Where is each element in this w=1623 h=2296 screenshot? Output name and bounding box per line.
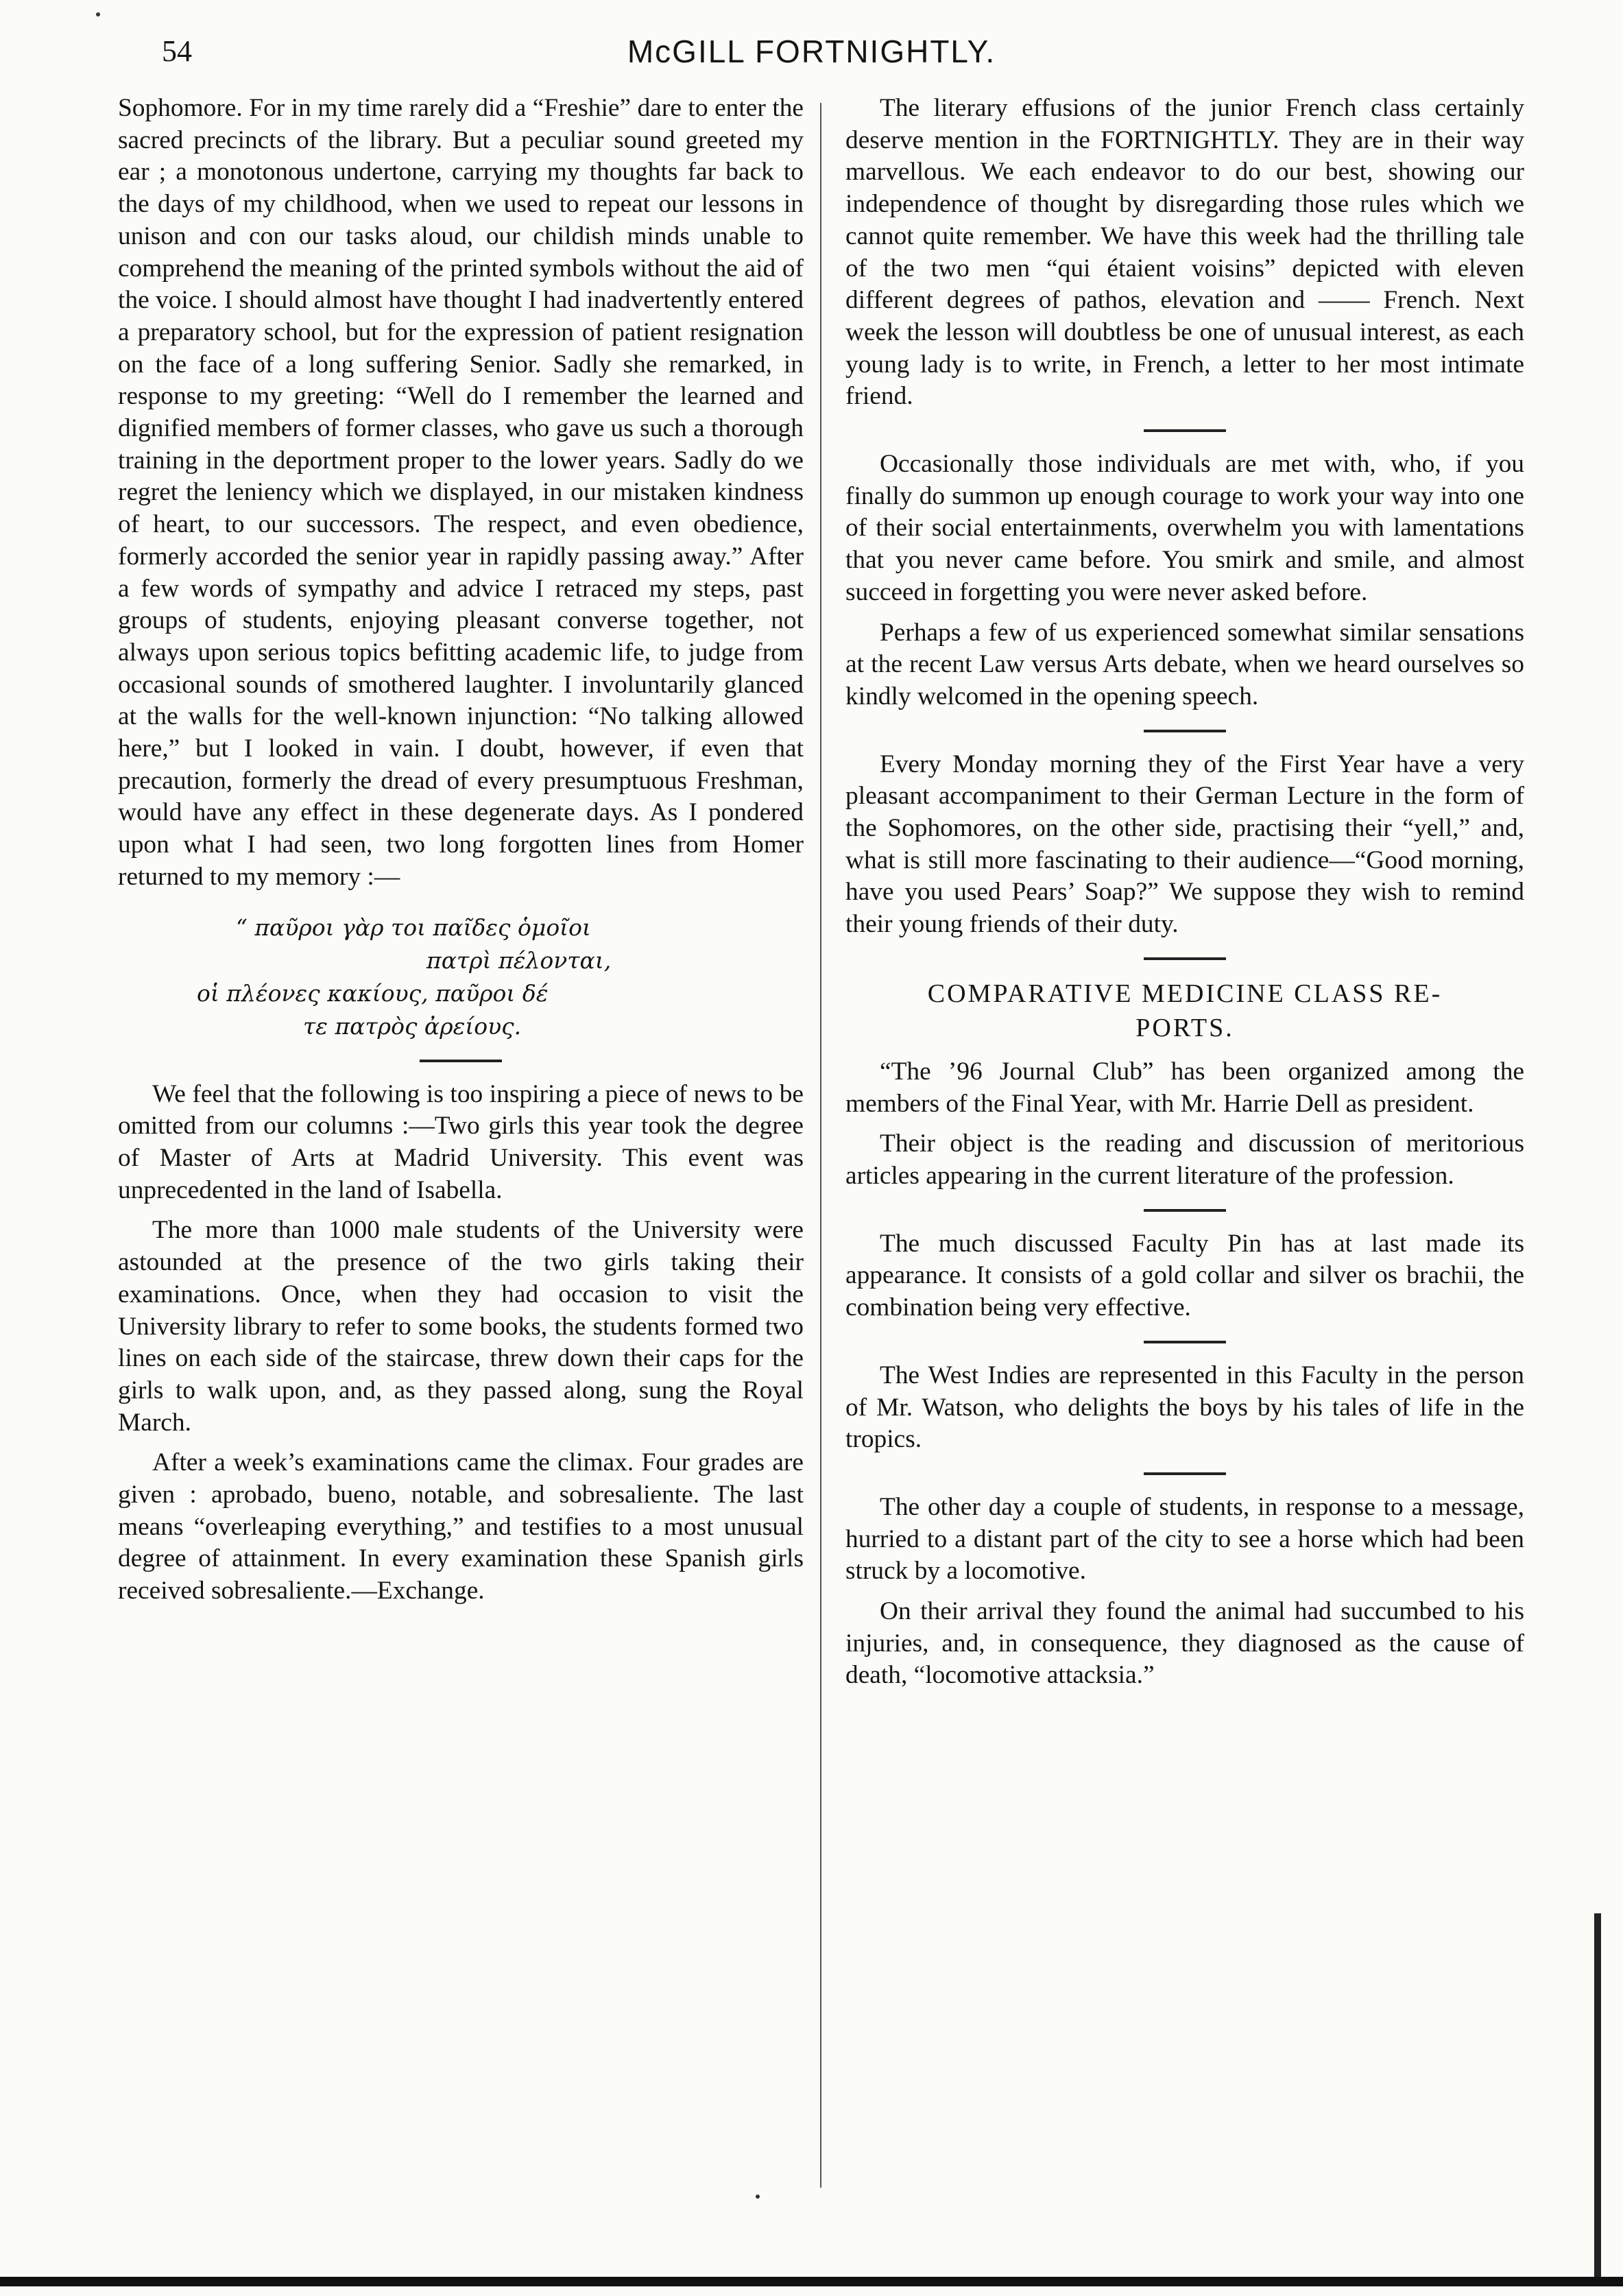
section-divider xyxy=(1144,1472,1226,1475)
section-divider xyxy=(1144,957,1226,960)
object-paragraph: Their object is the reading and discussion of meritorious articles appearing in the current literature of the profession. xyxy=(845,1129,1524,1190)
library-paragraph: Sophomore. For in my time rarely did a “Freshie” dare to enter the sacred precincts of the library. But a peculiar sound greeted my ear ; a monotonous undertone, carrying my thoughts far back to the days of my childhood, when we used to repeat our lessons in unison and con our tasks aloud, our childish minds unable to comprehend the meaning of the printed symbols without the aid of the voice. I should almost have thought I had inadvertently entered a preparatory school, but for the expression of patient resignation on the face of a long suffering Senior. Sadly she remarked, in response to my greeting: “Well do I remember the learned and dignified members of former classes, who gave us such a thorough training in the deportment proper to the lower years. Sadly do we regret the leniency which we displayed, in our mistaken kindness of heart, to our successors. The respect, and even obedience, formerly accorded the senior year in rapidly passing away.” After a few words of sympathy and advice I retraced my steps, past groups of students, enjoying pleasant converse together, not always upon serious topics befitting academic life, to judge from occasional sounds of smothered laughter. I involuntarily glanced at the walls for the well-known injunction: “No talking allowed here,” but I looked in vain. I doubt, however, if even that precaution, formerly the dread of every presumptuous Freshman, would have any effect in these degenerate days. As I pondered upon what I had seen, two long forgotten lines from Homer returned to my memory :— xyxy=(118,94,804,891)
grades-paragraph: After a week’s examinations came the climax. Four grades are given : aprobado, bueno, notable, and sobresaliente. The last means “overleaping everything,” and testifies to a most unusual degree of attainment. In every examination these Spanish girls received sobresaliente.—Exchange. xyxy=(118,1448,804,1605)
german-lecture-paragraph: Every Monday morning they of the First Year have a very pleasant accompaniment to their German Lecture in the form of the Sophomores, on the other side, practising their “yell,” and, what is still more fascinating to their audience—“Good morning, have you used Pears’ Soap?” We suppose they wish to remind their young friends of their duty. xyxy=(845,750,1524,939)
journal-title: McGILL FORTNIGHTLY. xyxy=(627,34,996,69)
right-column xyxy=(845,93,1524,1692)
section-divider xyxy=(1144,730,1226,732)
madrid-paragraph: We feel that the following is too inspiring a piece of news to be omitted from our columns :—Two girls this year took the degree of Master of Arts at Madrid University. This event was unprecedented in the land of Isabella. xyxy=(118,1079,804,1204)
horse-paragraph: The other day a couple of students, in response to a message, hurried to a distant part of the city to see a horse which had been struck by a locomotive. xyxy=(845,1492,1524,1586)
section-divider xyxy=(1144,429,1226,432)
homer-quotation xyxy=(118,911,804,1043)
homer-line-4: τε πατρὸς ἀρείους. xyxy=(303,1012,522,1040)
homer-line-2: πατρὶ πέλονται, xyxy=(426,946,612,974)
diagnosis-paragraph: On their arrival they found the animal had succumbed to his injuries, and, in consequence, they diagnosed as the cause of death, “locomotive attacksia.” xyxy=(845,1597,1524,1690)
column-divider xyxy=(820,103,821,2188)
students-paragraph: The more than 1000 male students of the University were astounded at the presence of the two girls taking their examinations. Once, when they had occasion to visit the University library to refer to some books, the students formed two lines on each side of the staircase, threw down their caps for the girls to walk upon, and, as they passed along, sung the Royal March. xyxy=(118,1216,804,1437)
homer-line-3: οἱ πλέονες κακίους, παῦροι δέ xyxy=(197,979,549,1007)
faculty-pin-paragraph: The much discussed Faculty Pin has at last made its appearance. It consists of a gold collar and silver os brachii, the combination being very effective. xyxy=(845,1229,1524,1322)
section-divider xyxy=(420,1060,502,1062)
section-heading xyxy=(845,977,1524,1045)
social-paragraph: Occasionally those individuals are met with, who, if you finally do summon up enough courage to work your way into one of their social entertainments, overwhelm you with lamentations that you never came before. You smirk and smile, and almost succeed in forgetting you were never asked before. xyxy=(845,450,1524,606)
print-speck xyxy=(96,12,100,16)
page-edge-shadow xyxy=(1594,1913,1601,2277)
print-speck xyxy=(756,2195,760,2199)
heading-line-1: COMPARATIVE MEDICINE CLASS RE- xyxy=(927,979,1443,1008)
page-header xyxy=(0,27,1623,75)
section-divider xyxy=(1144,1209,1226,1212)
french-class-paragraph: The literary effusions of the junior French class certainly deserve mention in the FORTNIGHTLY. They are in their way marvellous. We each endeavor to do our best, showing our independence of thought by disregarding those rules which we cannot quite remember. We have this week had the thrilling tale of the two men “qui étaient voisins” depicted with eleven different degrees of pathos, elevation and —— French. Next week the lesson will doubtless be one of unusual interest, as each young lady is to write, in French, a letter to her most intimate friend. xyxy=(845,94,1524,411)
homer-line-1: “ παῦροι γὰρ τοι παῖδες ὁμοῖοι xyxy=(236,913,591,941)
left-column xyxy=(118,93,804,1607)
section-divider xyxy=(1144,1341,1226,1343)
journal-club-paragraph: “The ’96 Journal Club” has been organized among the members of the Final Year, with Mr. Harrie Dell as president. xyxy=(845,1057,1524,1118)
debate-paragraph: Perhaps a few of us experienced somewhat similar sensations at the recent Law versus Arts debate, when we heard ourselves so kindly welcomed in the opening speech. xyxy=(845,618,1524,710)
west-indies-paragraph: The West Indies are represented in this Faculty in the person of Mr. Watson, who delights the boys by his tales of life in the tropics. xyxy=(845,1361,1524,1454)
page-bottom-edge xyxy=(0,2277,1623,2286)
page-number: 54 xyxy=(162,34,192,68)
heading-line-2: PORTS. xyxy=(1135,1013,1234,1042)
